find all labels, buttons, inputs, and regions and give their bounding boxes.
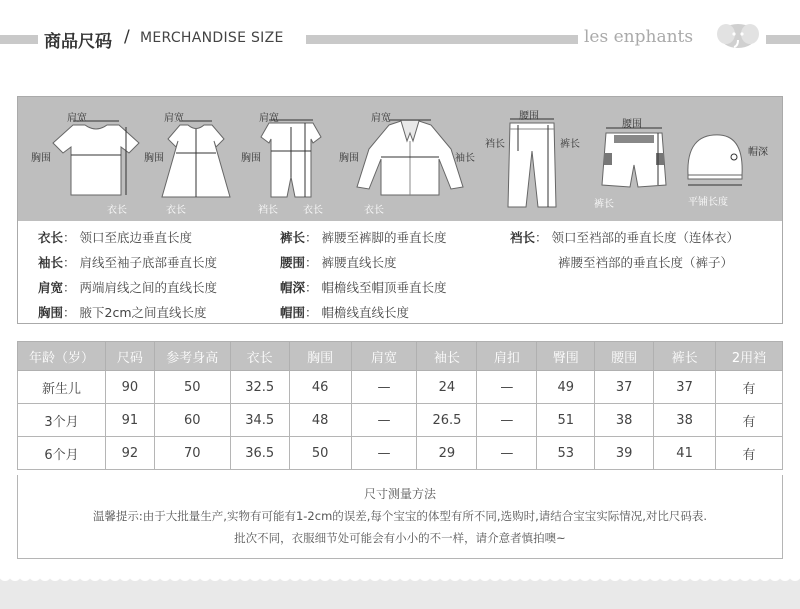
elephant-logo-icon — [714, 22, 760, 50]
label-dress-shoulder: 肩宽 — [164, 113, 184, 124]
label-dress-chest: 胸围 — [144, 153, 164, 164]
table-cell: 24 — [417, 371, 477, 404]
table-cell: — — [477, 404, 537, 437]
definition-item: 帽深： 帽檐线至帽顶垂直长度 — [280, 280, 447, 295]
label-jacket-shoulder: 肩宽 — [371, 113, 391, 124]
table-cell: 48 — [289, 404, 351, 437]
title-separator: / — [124, 27, 130, 47]
note-line-1: 温馨提示:由于大批量生产,实物有可能有1-2cm的误差,每个宝宝的体型有所不同,选购时,请结合宝宝实际情况,对比尺码表. — [92, 509, 708, 523]
table-cell: — — [477, 371, 537, 404]
measurement-note — [17, 475, 783, 559]
label-jacket-chest: 胸围 — [339, 153, 359, 164]
table-cell: 26.5 — [417, 404, 477, 437]
table-cell: — — [477, 437, 537, 470]
column-header: 尺码 — [105, 342, 154, 371]
label-romper-chest: 胸围 — [241, 153, 261, 164]
definition-item: 袖长： 肩线至袖子底部垂直长度 — [38, 255, 218, 270]
header-rule-left — [0, 35, 38, 44]
label-shorts-length: 裤长 — [594, 199, 614, 210]
definition-item: 肩宽： 两端肩线之间的直线长度 — [38, 280, 218, 295]
column-header: 胸围 — [289, 342, 351, 371]
table-header-row — [18, 342, 783, 371]
definition-item: 裤腰至裆部的垂直长度（裤子） — [558, 255, 734, 270]
shorts-icon — [600, 125, 668, 191]
column-header: 裤长 — [654, 342, 716, 371]
label-romper-shoulder: 肩宽 — [259, 113, 279, 124]
table-cell: 39 — [595, 437, 654, 470]
page-title-english: MERCHANDISE SIZE — [140, 30, 284, 46]
jacket-icon — [355, 119, 465, 199]
hat-icon — [686, 131, 746, 189]
footer-scallop-border — [0, 574, 800, 609]
table-cell: 50 — [289, 437, 351, 470]
label-jacket-length: 衣长 — [364, 205, 384, 216]
header — [0, 0, 800, 78]
label-tee-length: 衣长 — [107, 205, 127, 216]
table-cell: 有 — [716, 437, 783, 470]
table-cell: 38 — [595, 404, 654, 437]
column-header: 肩宽 — [351, 342, 417, 371]
column-header: 衣长 — [230, 342, 289, 371]
table-cell: 29 — [417, 437, 477, 470]
label-tee-shoulder: 肩宽 — [67, 113, 87, 124]
table-cell: 37 — [654, 371, 716, 404]
label-romper-length: 衣长 — [303, 205, 323, 216]
column-header: 年龄（岁） — [18, 342, 106, 371]
table-cell: 6个月 — [18, 437, 106, 470]
table-cell: 91 — [105, 404, 154, 437]
table-row — [18, 371, 783, 404]
definition-item: 腰围： 裤腰直线长度 — [280, 255, 397, 270]
pants-icon — [506, 117, 558, 209]
measurement-guide-panel — [17, 96, 783, 324]
definition-item: 裤长： 裤腰至裤脚的垂直长度 — [280, 230, 447, 245]
table-cell: — — [351, 437, 417, 470]
label-tee-chest: 胸围 — [31, 153, 51, 164]
table-cell: — — [351, 371, 417, 404]
size-table — [17, 341, 783, 470]
table-cell: 60 — [154, 404, 230, 437]
label-dress-length: 衣长 — [166, 205, 186, 216]
garment-illustrations — [18, 97, 782, 221]
header-rule-right — [766, 35, 800, 44]
label-hat-depth: 帽深 — [748, 147, 768, 158]
page-title: 商品尺码 — [44, 32, 112, 52]
dress-icon — [160, 119, 232, 199]
table-cell: 38 — [654, 404, 716, 437]
note-line-2: 批次不同，衣服细节处可能会有小小的不一样，请介意者慎拍噢~ — [234, 531, 566, 545]
table-cell: 有 — [716, 371, 783, 404]
label-hat-flat-length: 平铺长度 — [688, 197, 728, 208]
note-title: 尺寸测量方法 — [363, 487, 436, 501]
table-row — [18, 437, 783, 470]
column-header: 臀围 — [537, 342, 595, 371]
table-cell: 32.5 — [230, 371, 289, 404]
column-header: 肩扣 — [477, 342, 537, 371]
table-cell: 92 — [105, 437, 154, 470]
table-cell: 51 — [537, 404, 595, 437]
table-cell: — — [351, 404, 417, 437]
column-header: 参考身高 — [154, 342, 230, 371]
brand-name: les enphants — [584, 27, 694, 47]
romper-icon — [259, 119, 323, 199]
column-header: 袖长 — [417, 342, 477, 371]
table-cell: 53 — [537, 437, 595, 470]
tshirt-icon — [51, 119, 141, 197]
measurement-definitions — [18, 221, 782, 323]
table-cell: 90 — [105, 371, 154, 404]
definition-item: 胸围： 腋下2cm之间直线长度 — [38, 305, 207, 320]
table-cell: 50 — [154, 371, 230, 404]
table-row — [18, 404, 783, 437]
label-pants-crotch: 裆长 — [485, 139, 505, 150]
table-cell: 有 — [716, 404, 783, 437]
column-header: 腰围 — [595, 342, 654, 371]
table-cell: 34.5 — [230, 404, 289, 437]
table-cell: 37 — [595, 371, 654, 404]
label-shorts-waist: 腰围 — [622, 119, 642, 130]
definition-item: 衣长： 领口至底边垂直长度 — [38, 230, 193, 245]
table-cell: 46 — [289, 371, 351, 404]
table-cell: 3个月 — [18, 404, 106, 437]
header-rule-middle — [306, 35, 578, 44]
definition-item: 裆长： 领口至裆部的垂直长度（连体衣） — [510, 230, 740, 245]
label-romper-crotch: 裆长 — [258, 205, 278, 216]
definition-item: 帽围： 帽檐线直线长度 — [280, 305, 410, 320]
table-cell: 41 — [654, 437, 716, 470]
label-pants-length: 裤长 — [560, 139, 580, 150]
table-cell: 70 — [154, 437, 230, 470]
label-pants-waist: 腰围 — [519, 111, 539, 122]
label-jacket-sleeve: 袖长 — [455, 153, 475, 164]
column-header: 2用裆 — [716, 342, 783, 371]
table-cell: 49 — [537, 371, 595, 404]
table-cell: 36.5 — [230, 437, 289, 470]
table-cell: 新生儿 — [18, 371, 106, 404]
